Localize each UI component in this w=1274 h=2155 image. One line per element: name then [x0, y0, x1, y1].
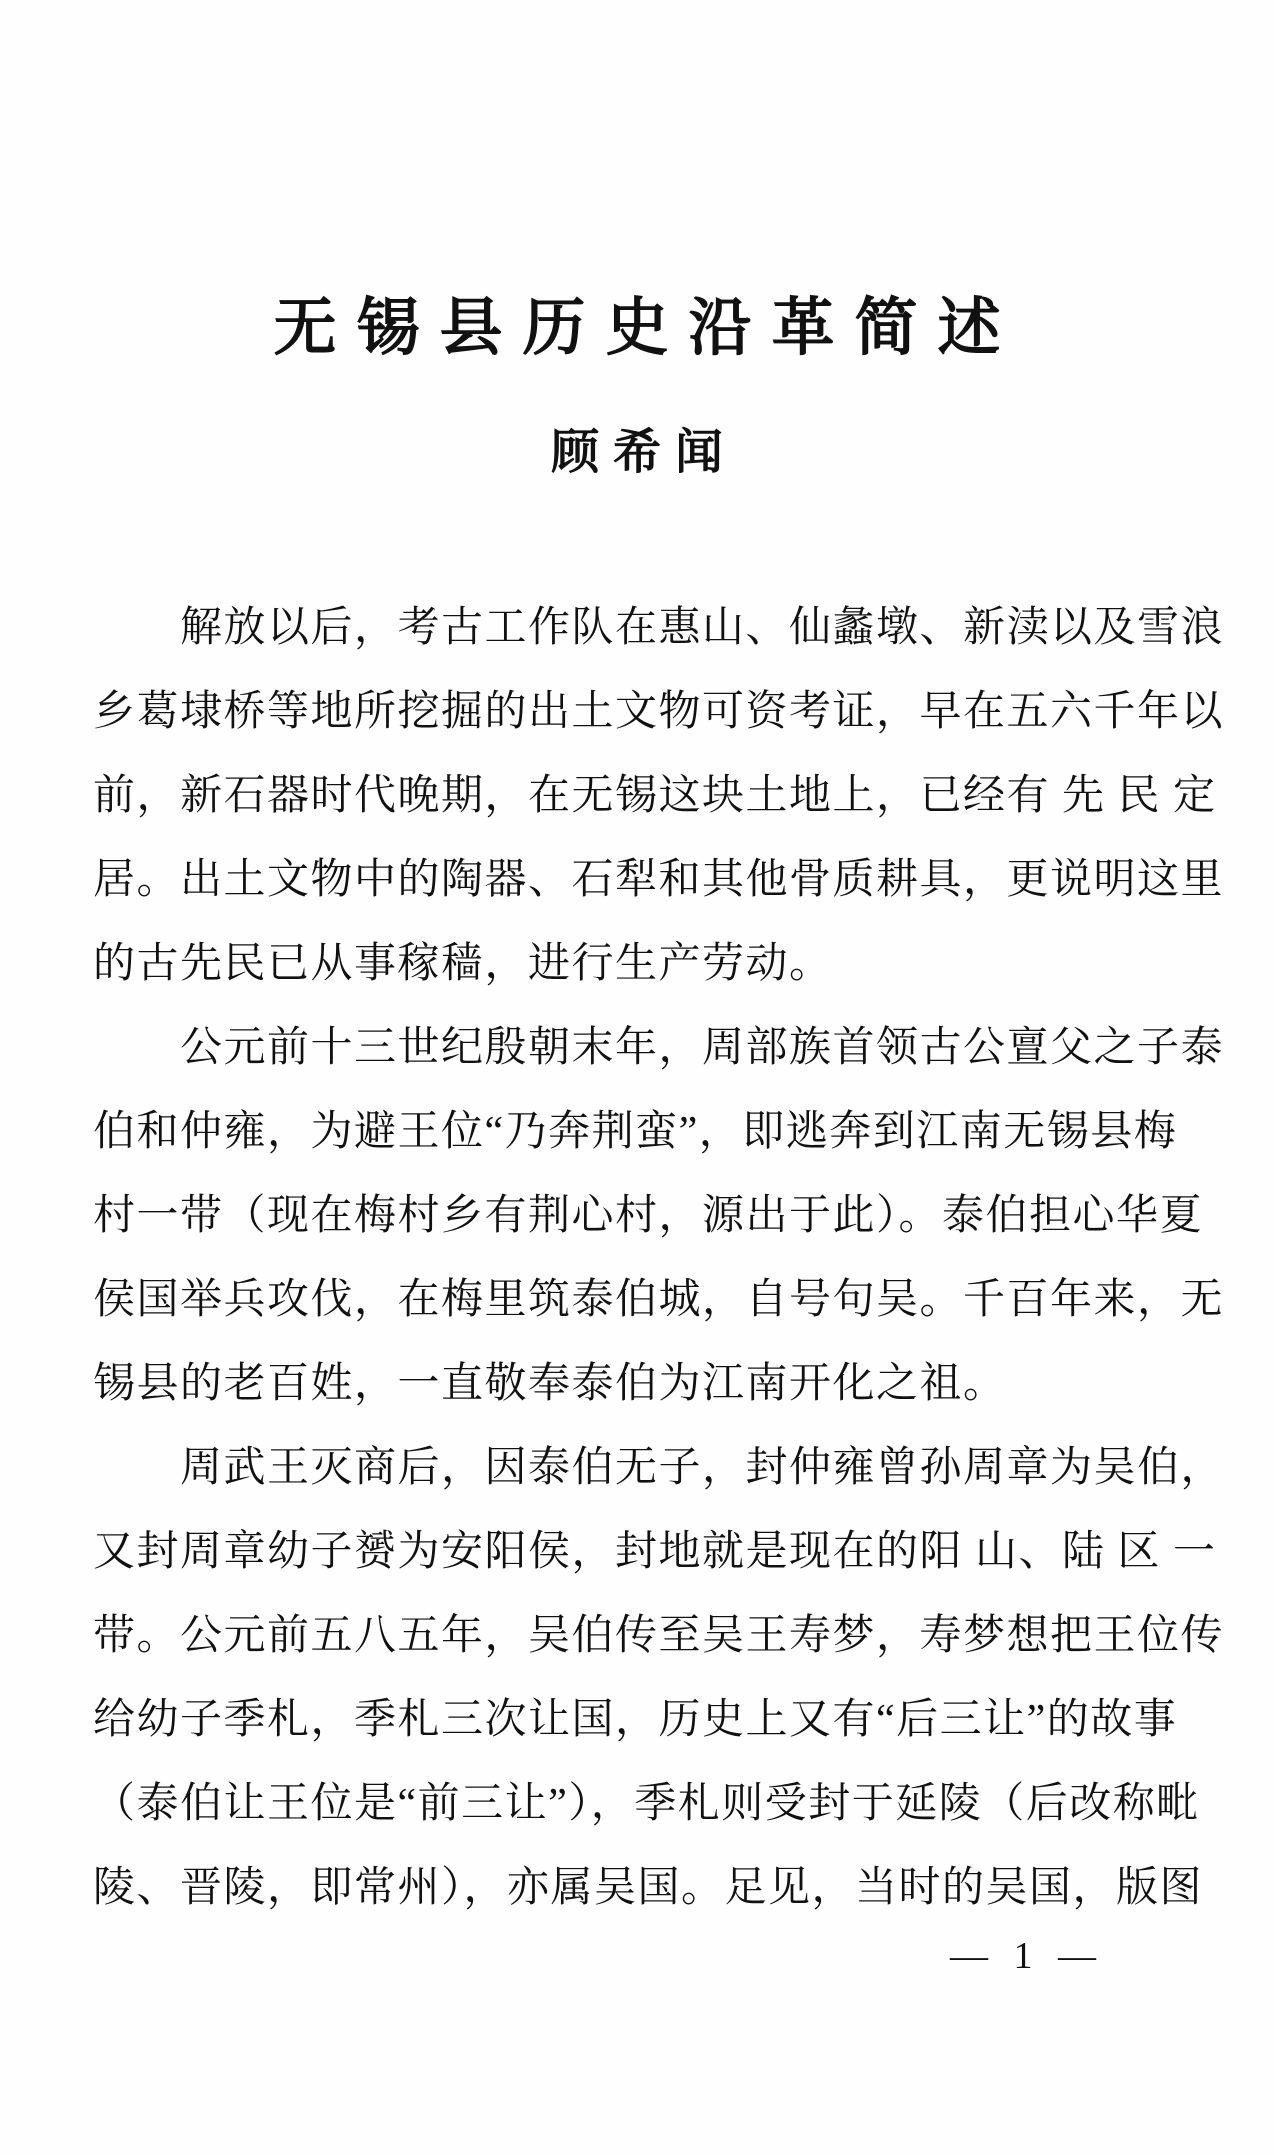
text-line: 侯国举兵攻伐，在梅里筑泰伯城，自号句吴。千百年来，无	[93, 1277, 1225, 1323]
page-number: — 1 —	[950, 1935, 1104, 1977]
text-line: 乡葛埭桥等地所挖掘的出土文物可资考证，早在五六千年以	[93, 689, 1225, 735]
text-line: 解放以后，考古工作队在惠山、仙蠡墩、新渎以及雪浪	[180, 605, 1225, 651]
text-line: 又封周章幼子赟为安阳侯，封地就是现在的阳 山、陆 区 一	[93, 1529, 1217, 1575]
page-title: 无锡县历史沿革简述	[273, 293, 1021, 363]
text-line: 陵、晋陵，即常州），亦属吴国。足见，当时的吴国，版图	[93, 1865, 1204, 1911]
text-line: 前，新石器时代晚期，在无锡这块土地上，已经有 先 民 定	[93, 773, 1217, 819]
text-line: 周武王灭商后，因泰伯无子，封仲雍曾孙周章为吴伯，	[180, 1445, 1225, 1491]
text-line: 带。公元前五八五年，吴伯传至吴王寿梦，寿梦想把王位传	[93, 1613, 1225, 1659]
text-line: 居。出土文物中的陶器、石犁和其他骨质耕具，更说明这里	[93, 857, 1225, 903]
text-line: 锡县的老百姓，一直敬奉泰伯为江南开化之祖。	[93, 1361, 1007, 1407]
text-line: 公元前十三世纪殷朝末年，周部族首领古公亶父之子泰	[180, 1025, 1225, 1071]
text-line: 伯和仲雍，为避王位“乃奔荆蛮”，即逃奔到江南无锡县梅	[93, 1109, 1178, 1155]
text-line: （泰伯让王位是“前三让”），季札则受封于延陵（后改称毗	[93, 1781, 1200, 1827]
author-name: 顾希闻	[550, 426, 737, 479]
text-line: 的古先民已从事稼穑，进行生产劳动。	[93, 941, 833, 987]
text-line: 给幼子季札，季札三次让国，历史上又有“后三让”的故事	[93, 1697, 1178, 1743]
body-text	[93, 586, 1225, 1930]
text-line: 村一带（现在梅村乡有荆心村，源出于此）。泰伯担心华夏	[93, 1193, 1204, 1239]
